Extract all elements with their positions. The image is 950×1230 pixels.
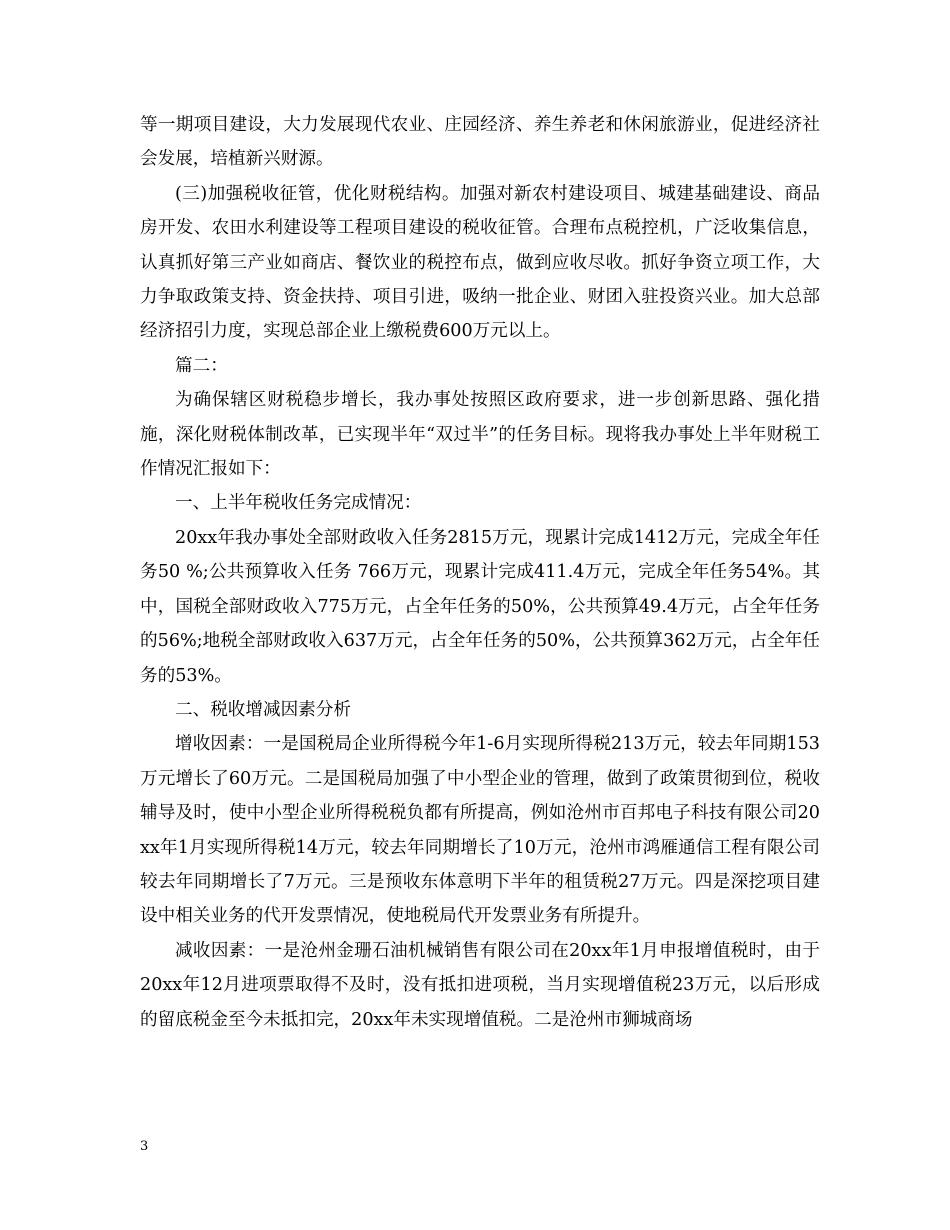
- paragraph-continuation: 等一期项目建设，大力发展现代农业、庄园经济、养生养老和休闲旅游业，促进经济社会发展，培植新兴财源。: [140, 115, 820, 170]
- paragraph-revenue-figures: 20xx年我办事处全部财政收入任务2815万元，现累计完成1412万元，完成全年任务50 %;公共预算收入任务 766万元，现累计完成411.4万元，完成全年任务54%。其中，国税全部财政收入775万元，占全年任务的50%，公共预算49.4万元，占全年任务的56%;地税全部财政收入637万元，占全年任务的50%，公共预算362万元，占全年任务的53%。: [140, 527, 820, 686]
- page-number: 3: [140, 1139, 149, 1154]
- document-body: [140, 108, 820, 1037]
- paragraph-decrease-factors: 减收因素：一是沧州金珊石油机械销售有限公司在20xx年1月申报增值税时，由于20xx年12月进项票取得不及时，没有抵扣进项税，当月实现增值税23万元，以后形成的留底税金至今未抵扣完，20xx年未实现增值税。二是沧州市狮城商场: [140, 940, 820, 1030]
- heading-task-completion: 一、上半年税收任务完成情况：: [175, 493, 422, 514]
- paragraph-increase-factors: 增收因素：一是国税局企业所得税今年1-6月实现所得税213万元，较去年同期153万元增长了60万元。二是国税局加强了中小型企业的管理，做到了政策贯彻到位，税收辅导及时，使中小型企业所得税税负都有所提高，例如沧州市百邦电子科技有限公司20xx年1月实现所得税14万元，较去年同期增长了10万元，沧州市鸿雁通信工程有限公司较去年同期增长了7万元。三是预收东体意明下半年的租赁税27万元。四是深挖项目建设中相关业务的代开发票情况，使地税局代开发票业务有所提升。: [140, 734, 820, 927]
- section-heading-part-two: 篇二：: [175, 355, 228, 376]
- paragraph-tax-collection: (三)加强税收征管，优化财税结构。加强对新农村建设项目、城建基础建设、商品房开发、农田水利建设等工程项目建设的税收征管。合理布点税控机，广泛收集信息，认真抓好第三产业如商店、餐饮业的税控布点，做到应收尽收。抓好争资立项工作，大力争取政策支持、资金扶持、项目引进，吸纳一批企业、财团入驻投资兴业。加大总部经济招引力度，实现总部企业上缴税费600万元以上。: [140, 183, 820, 342]
- paragraph-intro: 为确保辖区财税稳步增长，我办事处按照区政府要求，进一步创新思路、强化措施，深化财税体制改革，已实现半年“双过半”的任务目标。现将我办事处上半年财税工作情况汇报如下：: [140, 390, 820, 480]
- heading-factor-analysis: 二、税收增减因素分析: [175, 699, 351, 720]
